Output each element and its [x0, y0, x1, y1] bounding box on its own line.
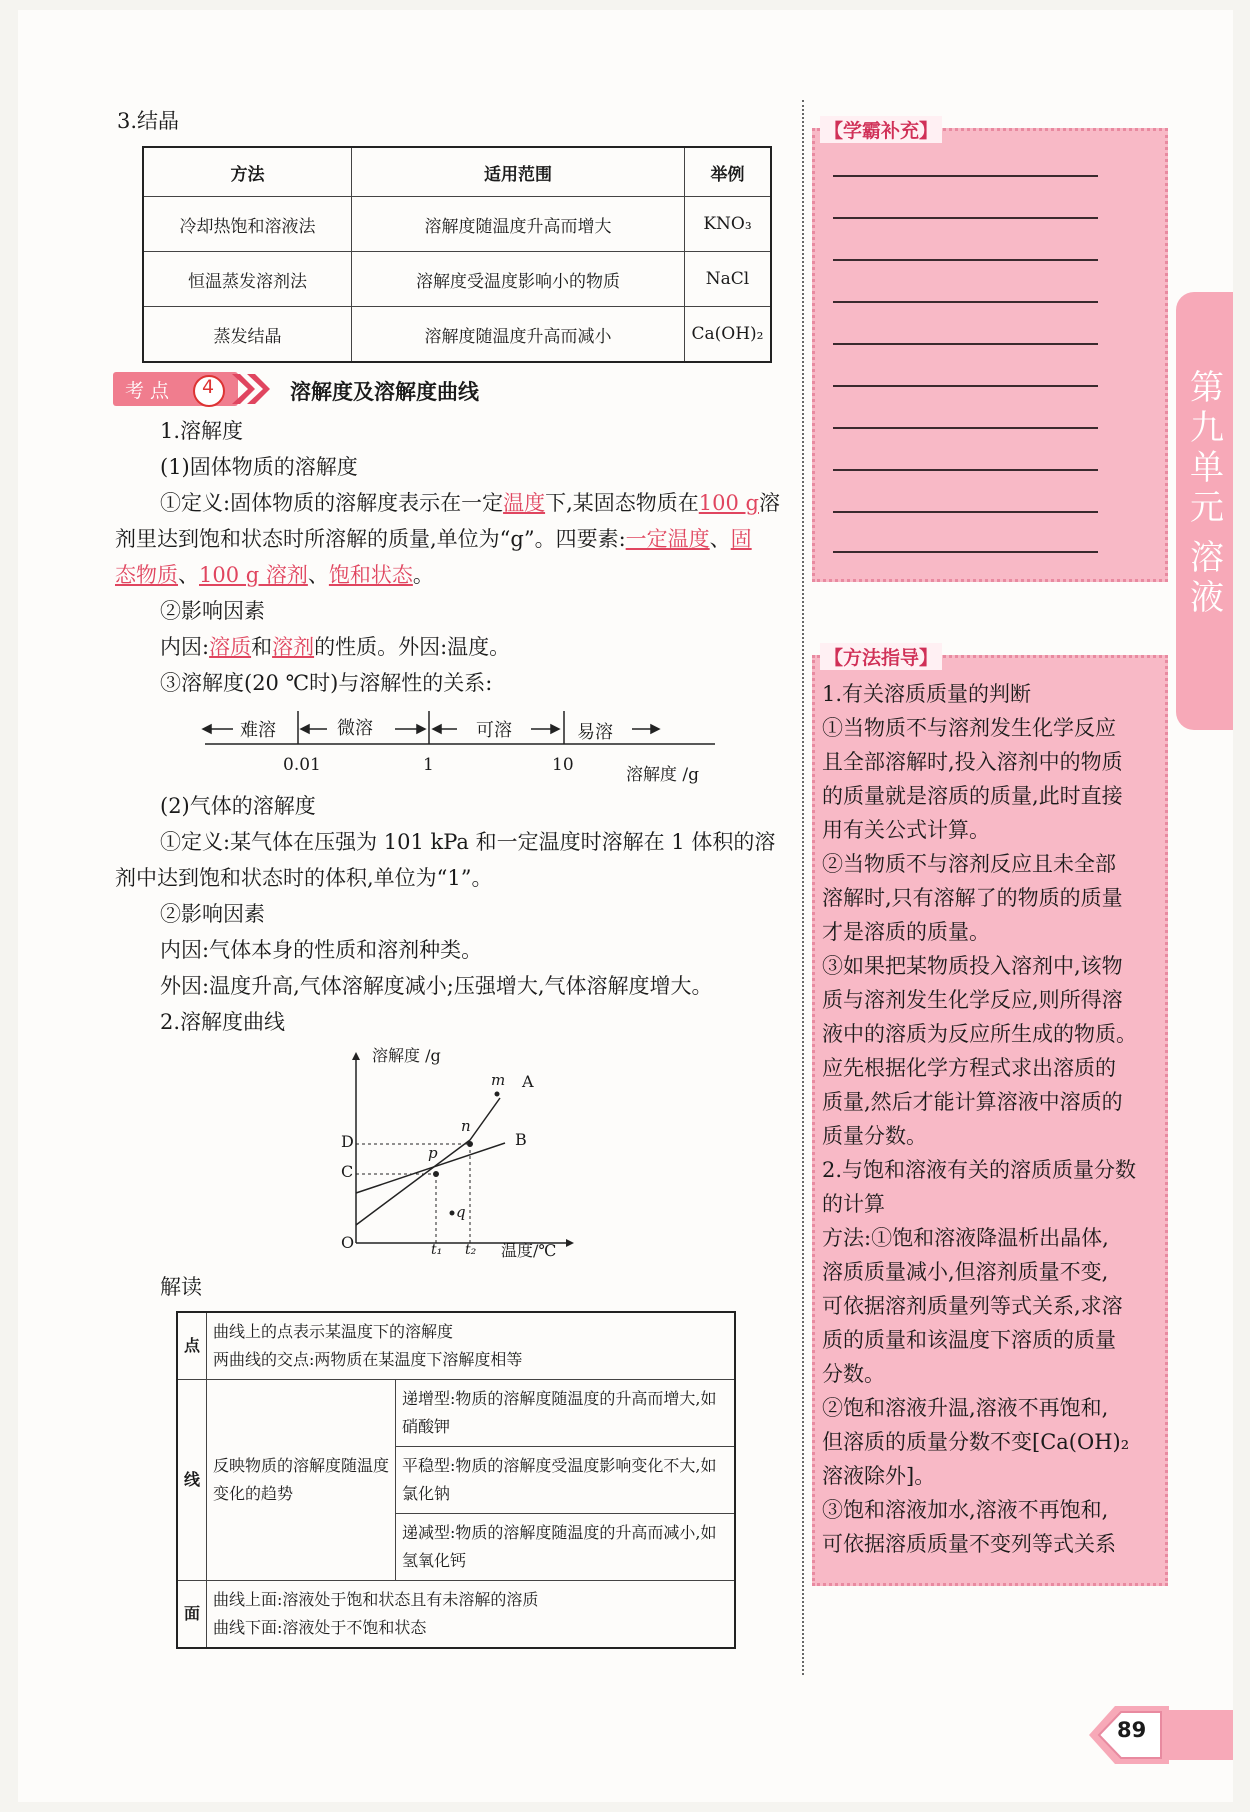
- graph-xlabel: 温度/℃: [501, 1241, 557, 1260]
- table-cell: 蒸发结晶: [143, 307, 352, 363]
- method-line: 方法:①饱和溶液降温析出晶体,: [822, 1226, 1109, 1250]
- method-line: 溶质质量减小,但溶剂质量不变,: [822, 1260, 1109, 1284]
- table-cell: 曲线上的点表示某温度下的溶解度: [213, 1322, 454, 1341]
- method-line: 可依据溶质质量不变列等式关系: [822, 1532, 1116, 1556]
- scale-label: 难溶: [240, 720, 276, 741]
- influence-line: 内因:溶质和溶剂的性质。外因:温度。: [160, 635, 511, 659]
- curve-label-a: A: [522, 1072, 534, 1091]
- table-header: 适用范围: [352, 147, 685, 197]
- method-line: ③如果把某物质投入溶剂中,该物: [822, 954, 1123, 978]
- method-title: 【方法指导】: [820, 643, 942, 670]
- table-row: [177, 1581, 735, 1649]
- method-line: 1.有关溶质质量的判断: [822, 682, 1032, 706]
- table-row: [143, 307, 771, 363]
- table-cell: Ca(OH)₂: [685, 307, 772, 363]
- table-row: [177, 1312, 735, 1380]
- method-line: ①当物质不与溶剂发生化学反应: [822, 716, 1116, 740]
- subsection-title: 2.溶解度曲线: [160, 1010, 286, 1034]
- scale-label: 易溶: [577, 722, 613, 743]
- table-cell: 两曲线的交点:两物质在某温度下溶解度相等: [213, 1350, 523, 1369]
- scale-label: 微溶: [337, 718, 373, 739]
- method-line: 2.与饱和溶液有关的溶质质量分数: [822, 1158, 1137, 1182]
- table-cell: NaCl: [685, 252, 772, 307]
- row-head: 线: [177, 1380, 207, 1581]
- method-line: 用有关公式计算。: [822, 818, 990, 842]
- crystallization-table: [142, 146, 772, 363]
- definition-line: ①定义:固体物质的溶解度表示在一定温度下,某固态物质在100 g溶: [160, 491, 780, 515]
- page-number: 89: [1117, 1718, 1147, 1742]
- method-line: 且全部溶解时,投入溶剂中的物质: [822, 750, 1123, 774]
- method-line: 质量分数。: [822, 1124, 927, 1148]
- gas-definition-line: ①定义:某气体在压强为 101 kPa 和一定温度时溶解在 1 体积的溶: [160, 830, 776, 854]
- table-row: [177, 1380, 735, 1447]
- graph-origin: O: [341, 1233, 355, 1252]
- gas-definition-line: 剂中达到饱和状态时的体积,单位为“1”。: [115, 866, 493, 890]
- table-cell: 递增型:物质的溶解度随温度的升高而增大,如硝酸钾: [396, 1380, 735, 1447]
- method-line: 的质量就是溶质的质量,此时直接: [822, 784, 1123, 808]
- method-line: 溶解时,只有溶解了的物质的质量: [822, 886, 1123, 910]
- method-line: ②当物质不与溶剂反应且未全部: [822, 852, 1116, 876]
- chapter-char: 单: [1190, 448, 1224, 488]
- chapter-char: 元: [1190, 488, 1224, 528]
- table-cell: 溶解度随温度升高而增大: [352, 197, 685, 252]
- tick-label-t2: t₂: [465, 1242, 477, 1258]
- method-line: 应先根据化学方程式求出溶质的: [822, 1056, 1116, 1080]
- table-header: 举例: [685, 147, 772, 197]
- table-cell: 平稳型:物质的溶解度受温度影响变化不大,如氯化钠: [396, 1447, 735, 1514]
- kaodian-number: 4: [202, 376, 215, 398]
- supplement-title: 【学霸补充】: [820, 116, 942, 143]
- chapter-char: 溶: [1190, 538, 1224, 578]
- gas-external: 外因:温度升高,气体溶解度减小;压强增大,气体溶解度增大。: [160, 974, 713, 998]
- row-head: 点: [177, 1312, 207, 1380]
- chapter-char: 第: [1190, 368, 1224, 408]
- tick-label-t1: t₁: [431, 1242, 443, 1258]
- kaodian-banner: [113, 372, 273, 406]
- scale-tick: 0.01: [283, 755, 321, 775]
- kaodian-title: 溶解度及溶解度曲线: [290, 380, 479, 404]
- definition-line: 态物质、100 g 溶剂、饱和状态。: [115, 563, 434, 587]
- table-row: [143, 252, 771, 307]
- influence-title: ②影响因素: [160, 599, 265, 623]
- column-divider: [802, 100, 805, 1675]
- method-line: ③饱和溶液加水,溶液不再饱和,: [822, 1498, 1109, 1522]
- method-text: [822, 677, 1162, 1561]
- definition-line: 剂里达到饱和状态时所溶解的质量,单位为“g”。四要素:一定温度、固: [115, 527, 752, 551]
- double-arrow-icon: [230, 372, 272, 406]
- axis-label-c: C: [341, 1162, 354, 1181]
- method-line: 液中的溶质为反应所生成的物质。: [822, 1022, 1137, 1046]
- table-cell: KNO₃: [685, 197, 772, 252]
- gas-influence-title: ②影响因素: [160, 902, 265, 926]
- method-line: 分数。: [822, 1362, 885, 1386]
- method-line: ②饱和溶液升温,溶液不再饱和,: [822, 1396, 1109, 1420]
- table-row: [143, 197, 771, 252]
- table-cell: 溶解度受温度影响小的物质: [352, 252, 685, 307]
- method-line: 溶液除外]。: [822, 1464, 936, 1488]
- scale-tick: 10: [552, 755, 574, 775]
- graph-ylabel: 溶解度 /g: [372, 1046, 441, 1065]
- subsection-title: (2)气体的溶解度: [160, 794, 316, 818]
- point-label-n: n: [461, 1117, 471, 1135]
- supplement-box: [812, 128, 1168, 582]
- point-label-p: p: [428, 1144, 438, 1162]
- scale-tick: 1: [423, 755, 434, 775]
- table-cell: 冷却热饱和溶液法: [143, 197, 352, 252]
- method-line: 质量,然后才能计算溶液中溶质的: [822, 1090, 1123, 1114]
- subsection-title: (1)固体物质的溶解度: [160, 455, 358, 479]
- method-line: 才是溶质的质量。: [822, 920, 990, 944]
- chapter-char: 液: [1190, 578, 1224, 618]
- table-cell: 溶解度随温度升高而减小: [352, 307, 685, 363]
- method-line: 但溶质的质量分数不变[Ca(OH)₂: [822, 1430, 1130, 1454]
- scale-axis-label: 溶解度 /g: [626, 765, 700, 785]
- solubility-curve-graph: [340, 1040, 580, 1260]
- method-line: 质与溶剂发生化学反应,则所得溶: [822, 988, 1123, 1012]
- method-line: 的计算: [822, 1192, 885, 1216]
- scale-label: 可溶: [476, 720, 512, 741]
- table-header: 方法: [143, 147, 352, 197]
- point-label-q: q: [456, 1203, 466, 1221]
- chapter-char: 九: [1190, 408, 1224, 448]
- point-label-m: m: [491, 1071, 506, 1089]
- table-cell: 曲线上面:溶液处于饱和状态且有未溶解的溶质: [213, 1590, 539, 1609]
- method-line: 质的质量和该温度下溶质的质量: [822, 1328, 1116, 1352]
- interpretation-table: [176, 1311, 736, 1649]
- gas-internal: 内因:气体本身的性质和溶剂种类。: [160, 938, 483, 962]
- table-cell: 曲线下面:溶液处于不饱和状态: [213, 1618, 427, 1637]
- table-cell: 递减型:物质的溶解度随温度的升高而减小,如氢氧化钙: [396, 1514, 735, 1581]
- method-line: 可依据溶剂质量列等式关系,求溶: [822, 1294, 1123, 1318]
- kaodian-label: 考 点: [125, 380, 170, 402]
- relation-line: ③溶解度(20 ℃时)与溶解性的关系:: [160, 671, 493, 695]
- table-cell: 反映物质的溶解度随温度变化的趋势: [207, 1380, 396, 1581]
- section-title: 3.结晶: [117, 109, 180, 133]
- row-head: 面: [177, 1581, 207, 1649]
- axis-label-d: D: [341, 1132, 354, 1151]
- table-cell: 恒温蒸发溶剂法: [143, 252, 352, 307]
- subsection-title: 1.溶解度: [160, 419, 244, 443]
- interpretation-title: 解读: [160, 1275, 202, 1299]
- curve-label-b: B: [515, 1130, 527, 1149]
